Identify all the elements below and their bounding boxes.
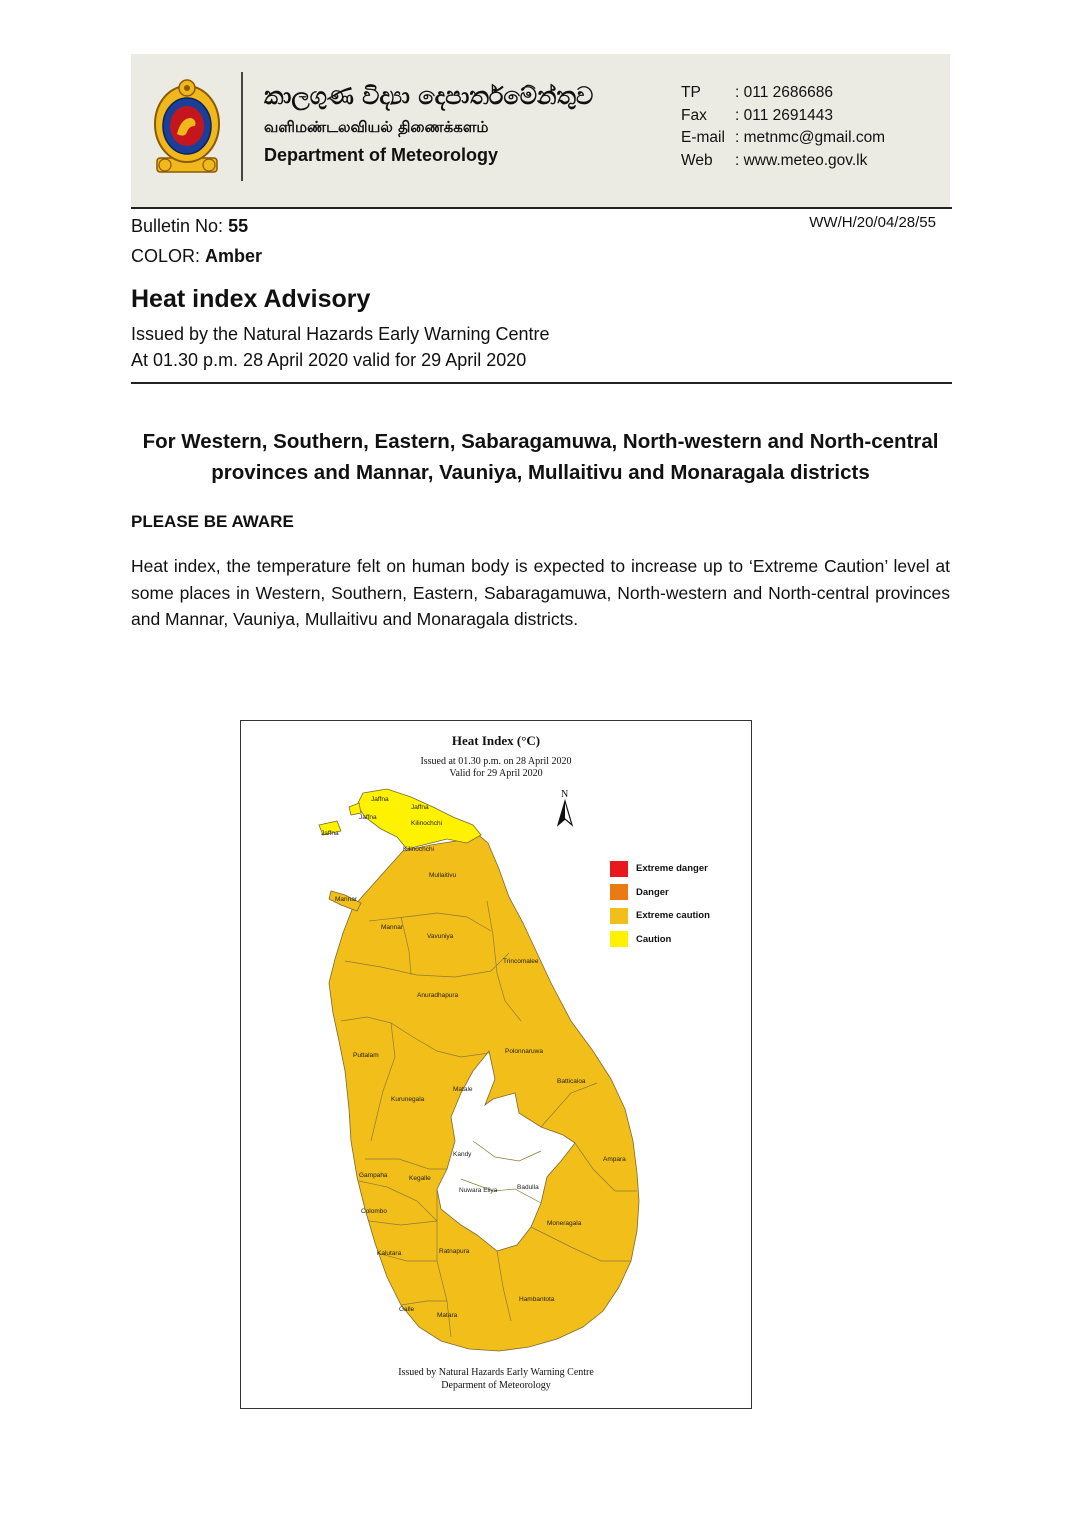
contact-fax xyxy=(681,105,885,128)
bulletin-color-label: COLOR: xyxy=(131,246,206,266)
org-name-english: Department of Meteorology xyxy=(264,145,499,165)
bulletin-number-line xyxy=(131,211,262,241)
org-name-sinhala: කාලගුණ විද්‍යා දෙපාර්තමේන්තුව xyxy=(264,82,594,110)
legend-swatch xyxy=(610,931,628,947)
north-label: N xyxy=(561,789,569,800)
legend-item-extreme-caution xyxy=(610,904,710,928)
district-label-nuwara-eliya: Nuwara Eliya xyxy=(459,1187,498,1194)
district-label-mullaitivu: Mullaitivu xyxy=(429,872,457,879)
advisory-title: Heat index Advisory xyxy=(131,285,371,313)
bulletin-number-label: Bulletin No: xyxy=(131,216,229,236)
district-label-galle: Galle xyxy=(399,1306,415,1313)
map-issued: Issued at 01.30 p.m. on 28 April 2020 xyxy=(420,756,572,767)
organization-names xyxy=(264,82,593,166)
district-label-trincomalee: Trincomalee xyxy=(503,958,539,965)
letterhead xyxy=(131,54,950,207)
contact-key: Web xyxy=(681,151,713,169)
legend-label: Extreme danger xyxy=(636,863,708,875)
district-label-matale: Matale xyxy=(453,1086,473,1093)
affected-areas-heading: For Western, Southern, Eastern, Sabaragamuwa, North-western and North-central provinces and Mannar, Vauniya, Mullaitivu and Monaragala districts xyxy=(142,430,939,484)
legend-swatch xyxy=(610,861,628,877)
district-label-mannar: Mannar xyxy=(335,896,358,903)
bulletin-number: 55 xyxy=(228,216,249,236)
district-label-kurunegala: Kurunegala xyxy=(391,1096,425,1103)
district-label-colombo: Colombo xyxy=(361,1208,388,1215)
contact-email xyxy=(681,127,885,150)
please-be-aware: PLEASE BE AWARE xyxy=(131,512,294,531)
letterhead-divider xyxy=(241,72,243,181)
legend-item-danger xyxy=(610,881,710,905)
legend-label: Extreme caution xyxy=(636,910,710,922)
bulletin-color: Amber xyxy=(205,246,263,266)
district-label-jaffna: Jaffna xyxy=(371,796,389,803)
contact-value: : www.meteo.gov.lk xyxy=(735,151,868,169)
legend-label: Caution xyxy=(636,933,672,945)
title-rule xyxy=(131,382,952,384)
district-label-kalutara: Kalutara xyxy=(377,1250,402,1257)
map-title: Heat Index (°C) xyxy=(451,733,541,748)
map-footer xyxy=(241,1367,751,1392)
district-label-jaffna: Jaffna xyxy=(321,830,339,837)
district-label-badulla: Badulla xyxy=(517,1184,539,1191)
district-label-matara: Matara xyxy=(437,1312,458,1319)
header-rule xyxy=(131,207,952,209)
contact-key: TP xyxy=(681,84,701,101)
district-label-anuradhapura: Anuradhapura xyxy=(417,992,459,999)
district-label-polonnaruwa: Polonnaruwa xyxy=(505,1048,543,1055)
district-label-vavuniya: Vavuniya xyxy=(427,933,454,940)
org-name-tamil: வளிமண்டலவியல் திணைக்களம் xyxy=(264,118,489,136)
contact-value: : 011 2686686 xyxy=(735,84,833,101)
district-label-mannar: Mannar xyxy=(381,924,404,931)
legend-item-caution xyxy=(610,928,710,952)
sri-lanka-map xyxy=(241,721,751,1407)
bulletin-color-line xyxy=(131,241,262,271)
map-footer-department: Deparment of Meteorology xyxy=(441,1379,551,1391)
contact-key: E-mail xyxy=(681,129,725,146)
legend-swatch xyxy=(610,908,628,924)
advisory-issued xyxy=(131,321,550,373)
district-label-moneragala: Moneragala xyxy=(547,1220,582,1227)
district-label-kilinochchi: Kilinochchi xyxy=(411,820,443,827)
contact-value: : metnmc@gmail.com xyxy=(735,129,886,146)
district-label-batticaloa: Batticaloa xyxy=(557,1078,586,1085)
contact-block xyxy=(681,82,885,172)
legend-label: Danger xyxy=(636,886,669,898)
contact-key: Fax xyxy=(681,106,707,124)
legend-item-extreme-danger xyxy=(610,857,710,881)
map-valid: Valid for 29 April 2020 xyxy=(449,768,543,779)
contact-phone xyxy=(681,82,885,105)
bulletin-meta xyxy=(131,211,262,271)
district-label-jaffna: Jaffna xyxy=(411,804,429,811)
district-label-hambantota: Hambantota xyxy=(519,1296,555,1303)
advisory-issued-by: Issued by the Natural Hazards Early Warning Centre xyxy=(131,324,550,344)
advisory-paragraph: Heat index, the temperature felt on human body is expected to increase up to ‘Extreme Caution’ level at some places in Western, Southern, Eastern, Sabaragamuwa, North-western and North-central provinces and Mannar, Vauniya, Mullaitivu and Monaragala districts. xyxy=(131,556,950,629)
heat-index-map xyxy=(240,720,752,1409)
national-emblem-icon xyxy=(151,74,223,178)
district-label-kilinochchi: Kilinochchi xyxy=(403,846,435,853)
contact-web xyxy=(681,150,885,173)
district-label-jaffna: Jaffna xyxy=(359,814,377,821)
district-label-gampaha: Gampaha xyxy=(359,1172,388,1179)
advisory-issued-at: At 01.30 p.m. 28 April 2020 valid for 29 April 2020 xyxy=(131,350,527,370)
bulletin-reference: WW/H/20/04/28/55 xyxy=(809,214,936,231)
district-label-ratnapura: Ratnapura xyxy=(439,1248,470,1255)
district-label-puttalam: Puttalam xyxy=(353,1052,379,1059)
map-legend xyxy=(610,857,710,951)
district-label-ampara: Ampara xyxy=(603,1156,626,1163)
district-label-kandy: Kandy xyxy=(453,1151,472,1158)
legend-swatch xyxy=(610,884,628,900)
district-label-kegalle: Kegalle xyxy=(409,1175,431,1182)
map-footer-issuer: Issued by Natural Hazards Early Warning Centre xyxy=(398,1367,594,1378)
contact-value: : 011 2691443 xyxy=(735,106,833,124)
